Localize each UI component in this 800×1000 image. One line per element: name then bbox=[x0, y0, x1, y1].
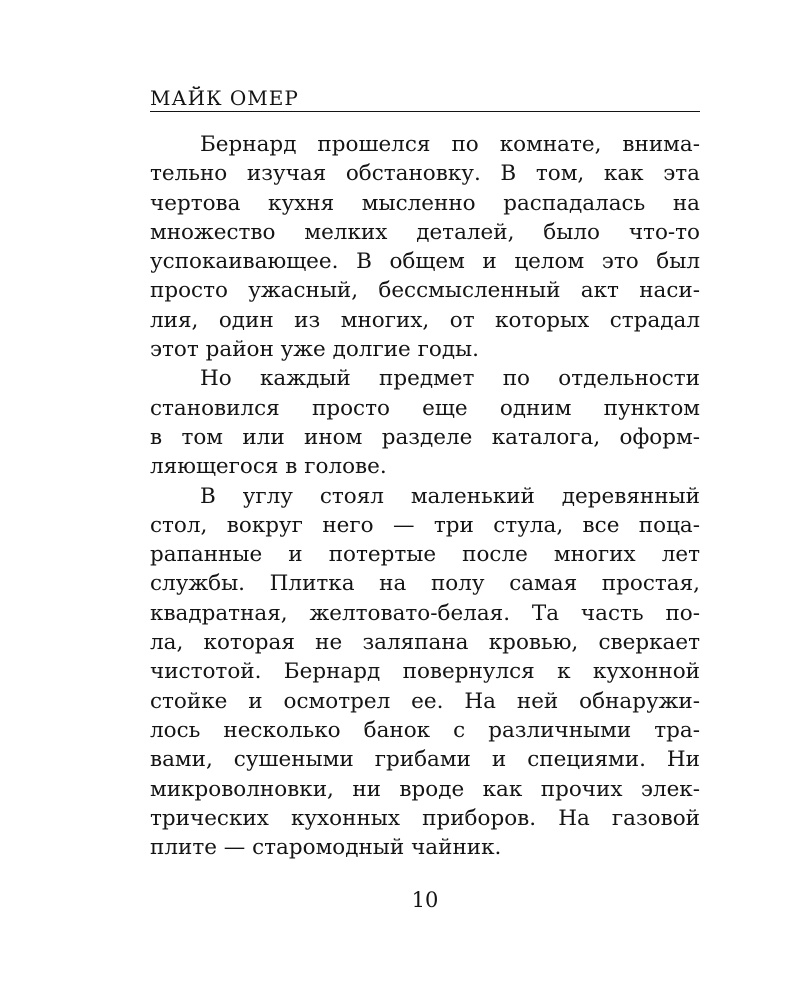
text-line: становился просто еще одним пунктом bbox=[150, 395, 700, 421]
page-number: 10 bbox=[411, 888, 439, 912]
text-line: плите — старомодный чайник. bbox=[150, 835, 502, 861]
text-line: лия, один из многих, от которых страдал bbox=[150, 307, 700, 333]
text-line: микроволновки, ни вроде как прочих элек- bbox=[150, 776, 700, 802]
header-rule bbox=[150, 111, 700, 112]
text-line: этот район уже долгие годы. bbox=[150, 337, 479, 363]
text-line: стойке и осмотрел ее. На ней обнаружи- bbox=[150, 688, 700, 714]
text-line: стол, вокруг него — три стула, все поца- bbox=[150, 512, 700, 538]
text-line: рапанные и потертые после многих лет bbox=[150, 542, 700, 568]
text-line: просто ужасный, бессмысленный акт наси- bbox=[150, 278, 700, 304]
text-line: в том или ином разделе каталога, оформ- bbox=[150, 424, 700, 450]
text-line: Но каждый предмет по отдельности bbox=[200, 366, 700, 392]
text-line: квадратная, желтовато-белая. Та часть по- bbox=[150, 600, 700, 626]
text-line: тельно изучая обстановку. В том, как эта bbox=[150, 161, 700, 187]
text-line: множество мелких деталей, было что-то bbox=[150, 219, 700, 245]
text-line: службы. Плитка на полу самая простая, bbox=[150, 571, 700, 597]
running-head-author: МАЙК ОМЕР bbox=[150, 86, 299, 110]
text-line: Бернард прошелся по комнате, внима- bbox=[200, 132, 700, 157]
text-line: ляющегося в голове. bbox=[150, 454, 387, 480]
text-line: трических кухонных приборов. На газовой bbox=[150, 805, 700, 831]
text-line: лось несколько банок с различными тра- bbox=[150, 717, 700, 743]
text-line: чистотой. Бернард повернулся к кухонной bbox=[150, 659, 700, 685]
body-text bbox=[150, 130, 700, 862]
text-line: вами, сушеными грибами и специями. Ни bbox=[150, 747, 700, 773]
text-line: успокаивающее. В общем и целом это был bbox=[150, 249, 700, 275]
text-line: чертова кухня мысленно распадалась на bbox=[150, 190, 700, 216]
text-line: ла, которая не заляпана кровью, сверкает bbox=[150, 630, 700, 656]
text-line: В углу стоял маленький деревянный bbox=[200, 483, 700, 509]
